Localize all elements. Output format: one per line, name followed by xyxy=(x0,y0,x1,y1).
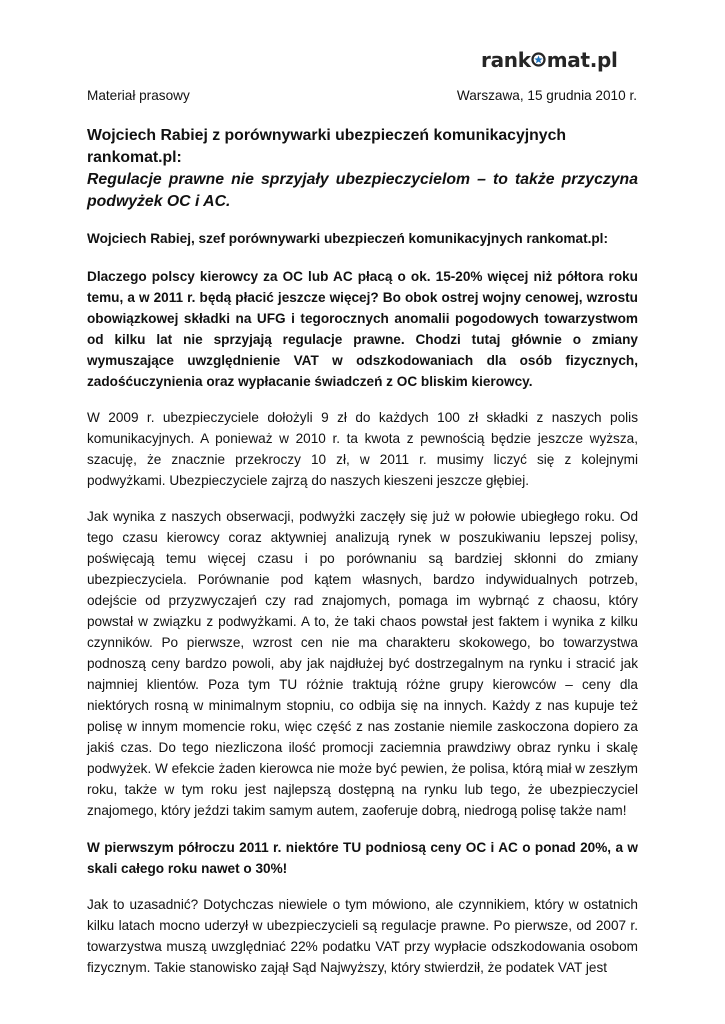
logo-star-icon xyxy=(531,52,546,67)
logo-text-suffix: mat.pl xyxy=(546,47,618,72)
rankomat-logo xyxy=(481,46,618,72)
section-subheading: W pierwszym półroczu 2011 r. niektóre TU podniosą ceny OC i AC o ponad 20%, a w skali całego roku nawet o 30%! xyxy=(87,840,638,876)
title-main: Wojciech Rabiej z porównywarki ubezpieczeń komunikacyjnych rankomat.pl: xyxy=(87,127,567,166)
article-body xyxy=(87,125,638,978)
article-title xyxy=(87,125,638,213)
press-material-label: Materiał prasowy xyxy=(87,88,190,103)
lead-attribution: Wojciech Rabiej, szef porównywarki ubezpieczeń komunikacyjnych rankomat.pl: xyxy=(87,231,608,246)
lead-question-paragraph: Dlaczego polscy kierowcy za OC lub AC płacą o ok. 15-20% więcej niż półtora roku temu, a w 2011 r. będą płacić jeszcze więcej? Bo obok ostrej wojny cenowej, wzrostu obowiązkowej składki na UFG i tegorocznych anomalii pogodowych towarzystwom od kilku lat nie sprzyjają regulacje prawne. Chodzi tutaj głównie o zmiany wymuszające uwzględnienie VAT w odszkodowaniach dla osób fizycznych, zadośćuczynienia oraz wypłacanie świadczeń z OC bliskim kierowcy. xyxy=(87,269,638,389)
logo-text-prefix: rank xyxy=(481,47,531,72)
paragraph-2: Jak wynika z naszych obserwacji, podwyżki zaczęły się już w połowie ubiegłego roku. Od tego czasu kierowcy coraz aktywniej analizują rynek w poszukiwaniu lepszej polisy, poświęcają temu więcej czasu i po porównaniu są bardziej skłonni do zmiany ubezpieczyciela. Porównanie pod kątem własnych, bardzo indywidualnych potrzeb, odejście od przyzwyczajeń czy rad znajomych, pomaga im wybrnąć z chaosu, który powstał w związku z podwyżkami. A to, że taki chaos powstał jest faktem i wynika z kilku czynników. Po pierwsze, wzrost cen nie ma charakteru skokowego, bo towarzystwa podnoszą ceny bardzo powoli, aby jak najdłużej być dostrzegalnym na rynku i stracić jak najmniej klientów. Poza tym TU różnie traktują różne grupy kierowców – ceny dla niektórych rosną w minimalnym stopniu, co odbija się na innych. Każdy z nas kupuje też polisę w innym momencie roku, więc część z nas zostanie niemile zaskoczona dopiero za jakiś czas. Do tego niezliczona ilość promocji zaciemnia prawdziwy obraz rynku i skalę podwyżek. W efekcie żaden kierowca nie może być pewien, że polisa, którą miał w zeszłym roku, także w tym roku jest najlepszą dostępną na rynku lub tego, że ubezpieczyciel znajomego, który jeździ takim samym autem, zaoferuje dobrą, niedrogą polisę także nam! xyxy=(87,509,638,818)
paragraph-1: W 2009 r. ubezpieczyciele dołożyli 9 zł do każdych 100 zł składki z naszych polis komunikacyjnych. A ponieważ w 2010 r. ta kwota z pewnością będzie jeszcze wyższa, szacuję, że znacznie przekroczy 10 zł, w 2011 r. musimy liczyć się z kolejnymi podwyżkami. Ubezpieczyciele zajrzą do naszych kieszeni jeszcze głębiej. xyxy=(87,410,638,488)
paragraph-3: Jak to uzasadnić? Dotychczas niewiele o tym mówiono, ale czynnikiem, który w ostatnich kilku latach mocno uderzył w ubezpieczycieli są regulacje prawne. Po pierwsze, od 2007 r. towarzystwa muszą uwzględniać 22% podatku VAT przy wypłacie odszkodowania osobom fizycznym. Takie stanowisko zajął Sąd Najwyższy, który stwierdził, że podatek VAT jest xyxy=(87,897,638,975)
date-location: Warszawa, 15 grudnia 2010 r. xyxy=(456,88,637,103)
title-subtitle: Regulacje prawne nie sprzyjały ubezpieczycielom – to także przyczyna podwyżek OC i AC. xyxy=(87,171,638,210)
